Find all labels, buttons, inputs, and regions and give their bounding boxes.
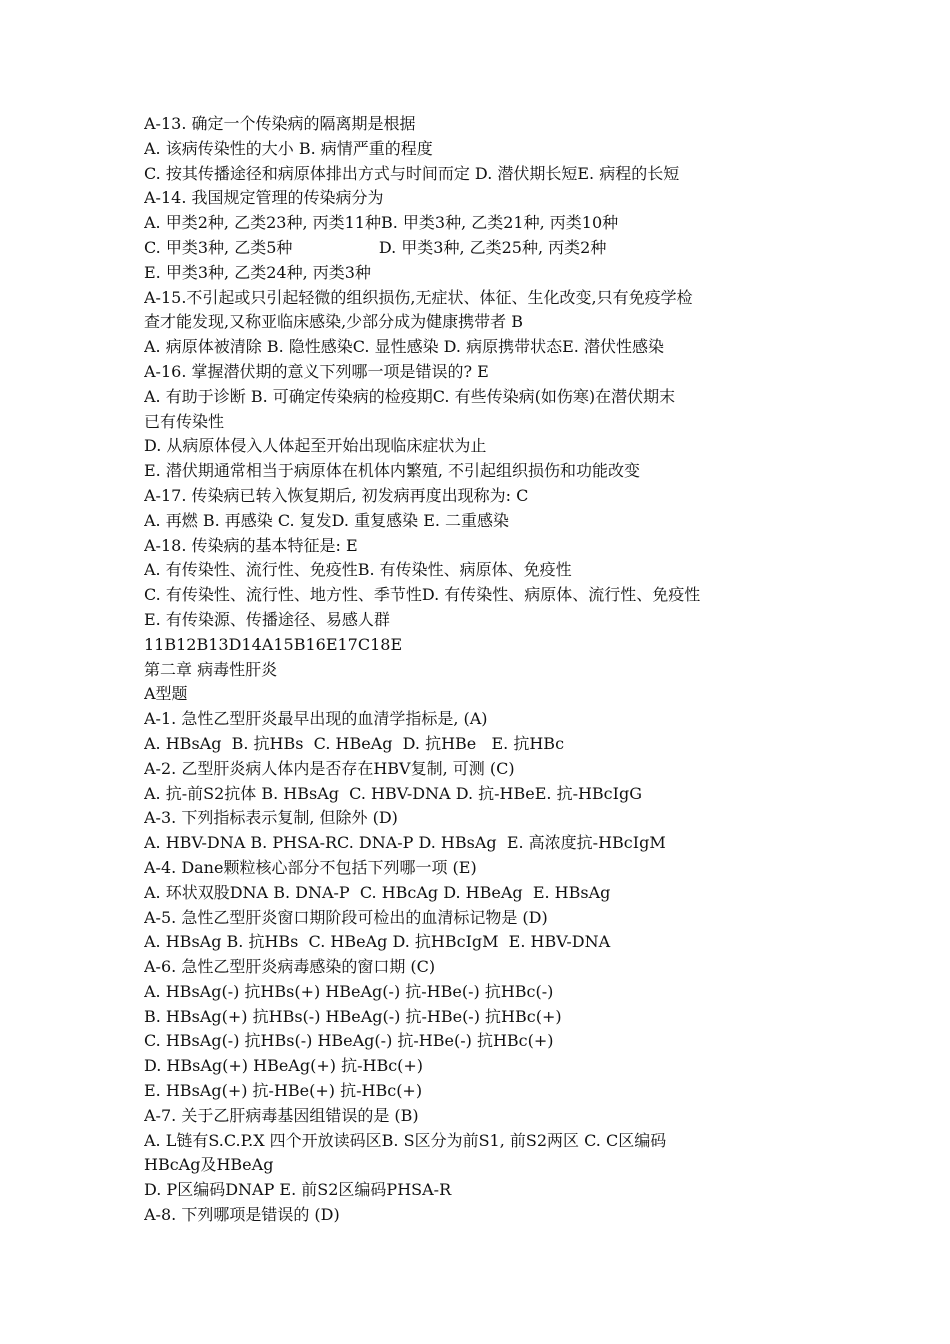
question-stem: A-17. 传染病已转入恢复期后, 初发病再度出现称为: C [144, 485, 529, 505]
answer-options: A. 有助于诊断 B. 可确定传染病的检疫期C. 有些传染病(如伤寒)在潜伏期末 [144, 386, 676, 406]
question-stem: A-15.不引起或只引起轻微的组织损伤,无症状、体征、生化改变,只有免疫学检 [144, 287, 693, 307]
answer-options: A. 再燃 B. 再感染 C. 复发D. 重复感染 E. 二重感染 [144, 510, 510, 530]
answer-key: 11B12B13D14A15B16E17C18E [144, 634, 403, 654]
answer-option: B. HBsAg(+) 抗HBs(-) HBeAg(-) 抗-HBe(-) 抗HBc(+) [144, 1006, 562, 1026]
answer-options: C. 有传染性、流行性、地方性、季节性D. 有传染性、病原体、流行性、免疫性 [144, 585, 701, 605]
answer-options: A. 病原体被清除 B. 隐性感染C. 显性感染 D. 病原携带状态E. 潜伏性感染 [144, 337, 664, 357]
question-stem: A-13. 确定一个传染病的隔离期是根据 [144, 114, 416, 133]
answer-option: C. HBsAg(-) 抗HBs(-) HBeAg(-) 抗-HBe(-) 抗HBc(+) [144, 1031, 554, 1051]
answer-options: D. P区编码DNAP E. 前S2区编码PHSA-R [144, 1180, 452, 1200]
question-stem: A-18. 传染病的基本特征是: E [144, 535, 358, 555]
answer-options: E. 甲类3种, 乙类24种, 丙类3种 [144, 262, 371, 282]
answer-options: A. L链有S.C.P.X 四个开放读码区B. S区分为前S1, 前S2两区 C. C区编码 [144, 1130, 667, 1150]
question-stem: A-2. 乙型肝炎病人体内是否存在HBV复制, 可测 (C) [144, 758, 515, 778]
answer-options: D. 从病原体侵入人体起至开始出现临床症状为止 [144, 436, 487, 456]
answer-option: E. HBsAg(+) 抗-HBe(+) 抗-HBc(+) [144, 1081, 423, 1101]
answer-option: D. HBsAg(+) HBeAg(+) 抗-HBc(+) [144, 1056, 424, 1076]
answer-options: A. 该病传染性的大小 B. 病情严重的程度 [144, 138, 433, 158]
question-stem: A-6. 急性乙型肝炎病毒感染的窗口期 (C) [144, 957, 436, 977]
answer-options: C. 甲类3种, 乙类5种 D. 甲类3种, 乙类25种, 丙类2种 [144, 237, 607, 257]
answer-option: A. HBsAg(-) 抗HBs(+) HBeAg(-) 抗-HBe(-) 抗HBc(-) [144, 981, 554, 1001]
chapter-heading: 第二章 病毒性肝炎 [144, 659, 278, 679]
answer-options: A. 抗-前S2抗体 B. HBsAg C. HBV-DNA D. 抗-HBeE. 抗-HBcIgG [144, 783, 642, 803]
question-stem: A-7. 关于乙肝病毒基因组错误的是 (B) [144, 1105, 419, 1125]
answer-options: A. HBV-DNA B. PHSA-RC. DNA-P D. HBsAg E. 高浓度抗-HBcIgM [144, 833, 666, 853]
answer-options: A. HBsAg B. 抗HBs C. HBeAg D. 抗HBcIgM E. HBV-DNA [144, 932, 611, 952]
section-heading: A型题 [144, 684, 188, 704]
answer-options: A. HBsAg B. 抗HBs C. HBeAg D. 抗HBe E. 抗HBc [144, 733, 565, 753]
answer-options: A. 甲类2种, 乙类23种, 丙类11种B. 甲类3种, 乙类21种, 丙类10种 [144, 213, 619, 233]
answer-options: E. 有传染源、传播途径、易感人群 [144, 609, 390, 629]
answer-options: A. 环状双股DNA B. DNA-P C. HBcAg D. HBeAg E. HBsAg [144, 882, 611, 902]
question-stem: A-4. Dane颗粒核心部分不包括下列哪一项 (E) [144, 857, 477, 877]
question-stem: A-1. 急性乙型肝炎最早出现的血清学指标是, (A) [144, 709, 488, 729]
answer-options-continued: 已有传染性 [144, 411, 225, 431]
answer-options: A. 有传染性、流行性、免疫性B. 有传染性、病原体、免疫性 [144, 560, 572, 580]
answer-options-continued: HBcAg及HBeAg [144, 1155, 274, 1175]
answer-options: C. 按其传播途径和病原体排出方式与时间而定 D. 潜伏期长短E. 病程的长短 [144, 163, 680, 183]
question-stem: A-14. 我国规定管理的传染病分为 [144, 188, 384, 208]
question-stem: A-8. 下列哪项是错误的 (D) [144, 1205, 340, 1225]
document-body [144, 112, 816, 1228]
question-stem: A-3. 下列指标表示复制, 但除外 (D) [144, 808, 398, 828]
question-stem: A-16. 掌握潜伏期的意义下列哪一项是错误的? E [144, 361, 489, 381]
question-stem: A-5. 急性乙型肝炎窗口期阶段可检出的血清标记物是 (D) [144, 907, 548, 927]
answer-options: E. 潜伏期通常相当于病原体在机体内繁殖, 不引起组织损伤和功能改变 [144, 461, 641, 481]
question-stem-continued: 查才能发现,又称亚临床感染,少部分成为健康携带者 B [144, 312, 524, 332]
